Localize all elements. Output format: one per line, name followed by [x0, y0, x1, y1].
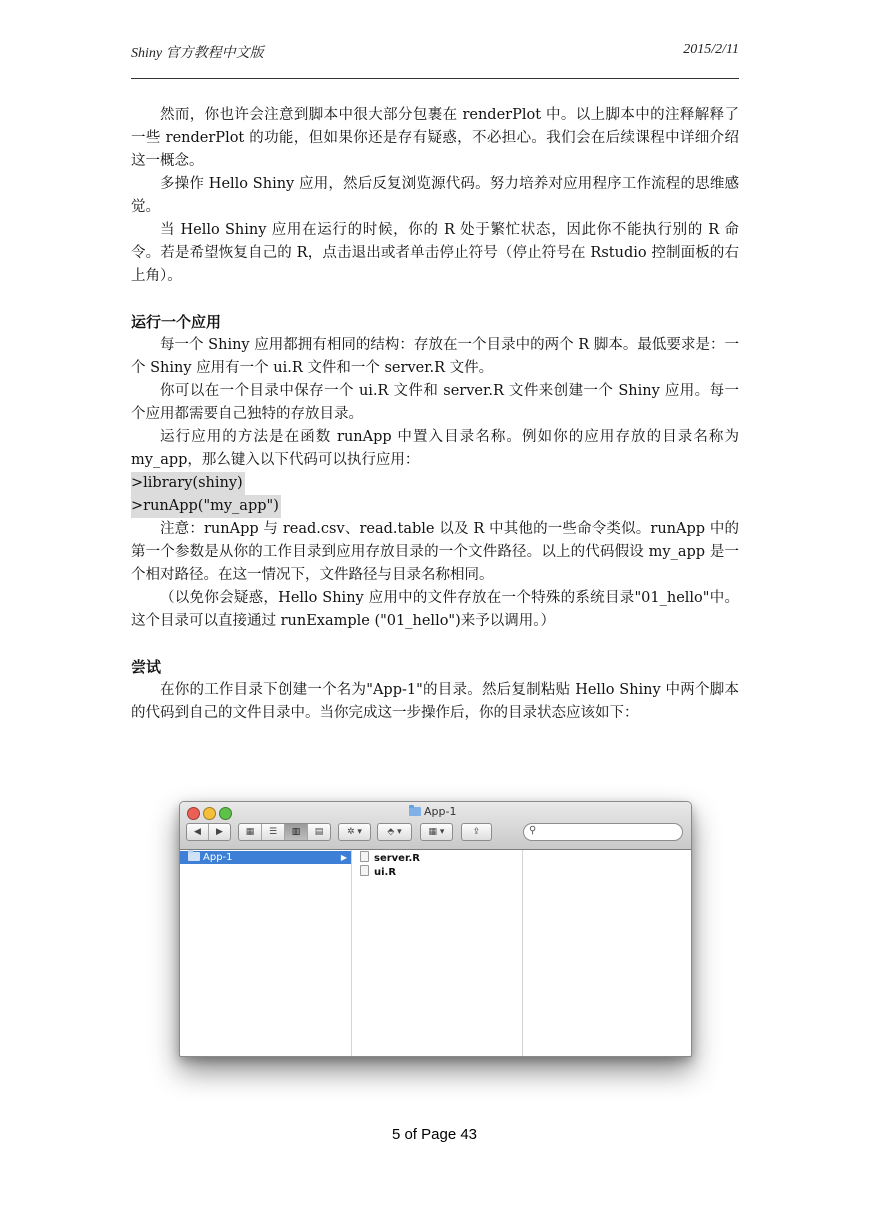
- paragraph: （以免你会疑惑，Hello Shiny 应用中的文件存放在一个特殊的系统目录"01_hello"中。这个目录可以直接通过 runExample ("01_hello")来予以调用。）: [131, 590, 739, 629]
- paragraph: 每一个 Shiny 应用都拥有相同的结构：存放在一个目录中的两个 R 脚本。最低要求是：一个 Shiny 应用有一个 ui.R 文件和一个 server.R 文件。: [131, 337, 739, 376]
- paragraph: 然而，你也许会注意到脚本中很大部分包裹在 renderPlot 中。以上脚本中的注释解释了一些 renderPlot 的功能，但如果你还是存有疑惑，不必担心。我们会在后续课程中详细介绍这一概念。: [131, 107, 739, 169]
- paragraph: 多操作 Hello Shiny 应用，然后反复浏览源代码。努力培养对应用程序工作流程的思维感觉。: [131, 176, 739, 215]
- paragraph: 你可以在一个目录中保存一个 ui.R 文件和 server.R 文件来创建一个 Shiny 应用。每一个应用都需要自己独特的存放目录。: [131, 383, 739, 422]
- arrange-icon: ▦ ▾: [428, 827, 445, 837]
- folder-icon: [409, 807, 421, 816]
- folder-icon: [188, 852, 200, 861]
- section-heading-run: 运行一个应用: [131, 313, 222, 331]
- browser-column-1[interactable]: [180, 850, 352, 1056]
- paragraph: 运行应用的方法是在函数 runApp 中置入目录名称。例如你的应用存放的目录名称为 my_app，那么键入以下代码可以执行应用：: [131, 429, 739, 468]
- header-title: Shiny 官方教程中文版: [131, 46, 264, 61]
- nav-buttons: [186, 823, 231, 841]
- close-window-button[interactable]: [187, 807, 200, 820]
- finder-titlebar: [180, 802, 691, 850]
- search-input[interactable]: [523, 823, 683, 841]
- arrange-menu-button[interactable]: [420, 823, 453, 841]
- code-line: >runApp("my_app"): [131, 495, 281, 518]
- column-browser: [180, 850, 691, 1056]
- browser-column-2[interactable]: [352, 850, 523, 1056]
- action-menu-button[interactable]: [338, 823, 371, 841]
- header-date: 2015/2/11: [683, 42, 739, 57]
- code-line: >library(shiny): [131, 472, 245, 495]
- folder-row-selected[interactable]: App-1 ▶: [180, 851, 351, 864]
- share-icon: ⇪: [472, 827, 481, 837]
- section-heading-try: 尝试: [131, 658, 162, 676]
- file-item[interactable]: ui.R: [360, 865, 396, 879]
- gear-icon: ✲ ▾: [347, 827, 362, 837]
- disclosure-arrow-icon: ▶: [340, 853, 347, 862]
- document-body: [131, 104, 739, 725]
- page-footer: 5 of Page 43: [391, 1126, 478, 1143]
- page-header: [131, 40, 739, 79]
- column-view-button[interactable]: ▥: [285, 824, 308, 840]
- window-title: App-1: [409, 805, 456, 818]
- minimize-window-button[interactable]: [203, 807, 216, 820]
- zoom-window-button[interactable]: [219, 807, 232, 820]
- search-icon: ⚲: [529, 825, 537, 836]
- r-file-icon: [360, 865, 369, 876]
- dropbox-icon: ⬘ ▾: [387, 827, 402, 837]
- browser-column-3[interactable]: [523, 850, 691, 1056]
- view-mode-buttons: [238, 823, 331, 841]
- file-item[interactable]: server.R: [360, 851, 420, 865]
- coverflow-view-button[interactable]: ▤: [314, 827, 324, 837]
- paragraph: 在你的工作目录下创建一个名为"App-1"的目录。然后复制粘贴 Hello Shiny 中两个脚本的代码到自己的文件目录中。当你完成这一步操作后，你的目录状态应该如下：: [131, 682, 739, 721]
- finder-window: [179, 801, 692, 1057]
- share-button[interactable]: [461, 823, 492, 841]
- paragraph: 注意：runApp 与 read.csv、read.table 以及 R 中其他的一些命令类似。runApp 中的第一个参数是从你的工作目录到应用存放目录的一个文件路径。以上的代码假设 my_app 是一个相对路径。在这一情况下，文件路径与目录名称相同。: [131, 521, 739, 583]
- forward-button[interactable]: ▶: [216, 827, 223, 837]
- icon-view-button[interactable]: ▦: [239, 824, 262, 840]
- dropbox-menu-button[interactable]: [377, 823, 412, 841]
- r-file-icon: [360, 851, 369, 862]
- paragraph: 当 Hello Shiny 应用在运行的时候，你的 R 处于繁忙状态，因此你不能执行别的 R 命令。若是希望恢复自己的 R，点击退出或者单击停止符号（停止符号在 Rstudio 控制面板的右上角）。: [131, 222, 739, 284]
- list-view-button[interactable]: ☰: [262, 824, 285, 840]
- back-button[interactable]: ◀: [187, 824, 209, 840]
